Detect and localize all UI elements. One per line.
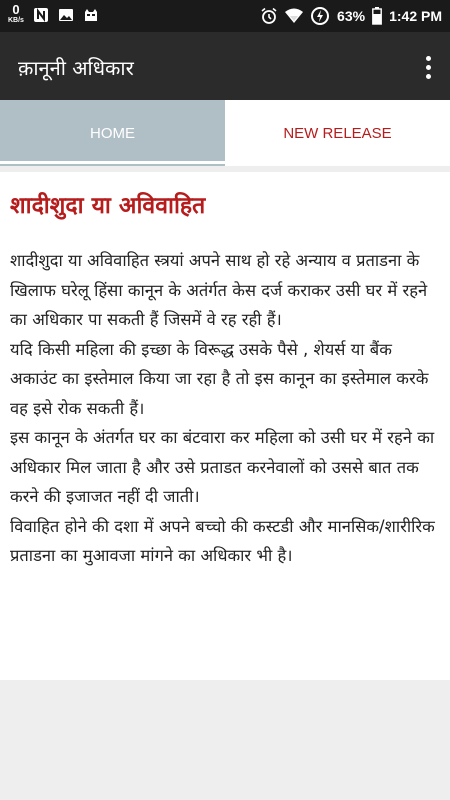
- overflow-dot: [426, 56, 431, 61]
- app-bar: [0, 32, 450, 100]
- data-saver-icon: [310, 6, 330, 26]
- wifi-icon: [285, 8, 303, 24]
- notification-n-icon: [33, 7, 49, 23]
- overflow-menu-icon[interactable]: [416, 52, 440, 82]
- network-speed: [8, 3, 24, 24]
- article-paragraph: यदि किसी महिला की इच्छा के विरूद्ध उसके पैसे , शेयर्स या बैंक अकाउंट का इस्तेमाल किया जा रहा है तो इस कानून का इस्तेमाल करके वह इसे रोक सकती हैं।: [10, 339, 429, 418]
- article-card: [0, 172, 450, 680]
- overflow-dot: [426, 65, 431, 70]
- overflow-dot: [426, 74, 431, 79]
- network-speed-unit: KB/s: [8, 17, 24, 24]
- clock: 1:42 PM: [389, 8, 442, 24]
- status-bar: [0, 0, 450, 32]
- image-icon: [58, 7, 74, 23]
- tab-bar: [0, 100, 450, 166]
- article-heading: शादीशुदा या अविवाहित: [10, 193, 206, 219]
- battery-percent: 63%: [337, 8, 366, 24]
- alarm-icon: [260, 7, 278, 25]
- tab-home[interactable]: HOME: [0, 100, 225, 166]
- article-paragraph: शादीशुदा या अविवाहित स्त्रयां अपने साथ हो रहे अन्याय व प्रताडना के खिलाफ घरेलू हिंसा कानून के अतंर्गत केस दर्ज कराकर उसी घर में रहने का अधिकार पा सकती हैं जिसमें वे रह रही हैं।: [10, 251, 428, 329]
- article-paragraph: विवाहित होने की दशा में अपने बच्चो की कस्टडी और मानसिक/शारीरिक प्रताडना का मुआवजा मांगने का अधिकार भी है।: [10, 516, 435, 565]
- status-right: [260, 6, 442, 26]
- article-paragraph: इस कानून के अंतर्गत घर का बंटवारा कर महिला को उसी घर में रहने का अधिकार मिल जाता है और उसे प्रताडत करनेवालों को उससे बात तक करने की इजाजत नहीं दी जाती।: [10, 428, 435, 506]
- cat-app-icon: [83, 7, 99, 23]
- article-body: [10, 246, 440, 571]
- battery-icon: [372, 7, 382, 25]
- network-speed-value: 0: [12, 2, 20, 17]
- tab-new-release[interactable]: NEW RELEASE: [225, 100, 450, 166]
- status-left: [8, 3, 99, 24]
- app-title: क़ानूनी अधिकार: [18, 56, 134, 80]
- tab-indicator: [0, 161, 225, 164]
